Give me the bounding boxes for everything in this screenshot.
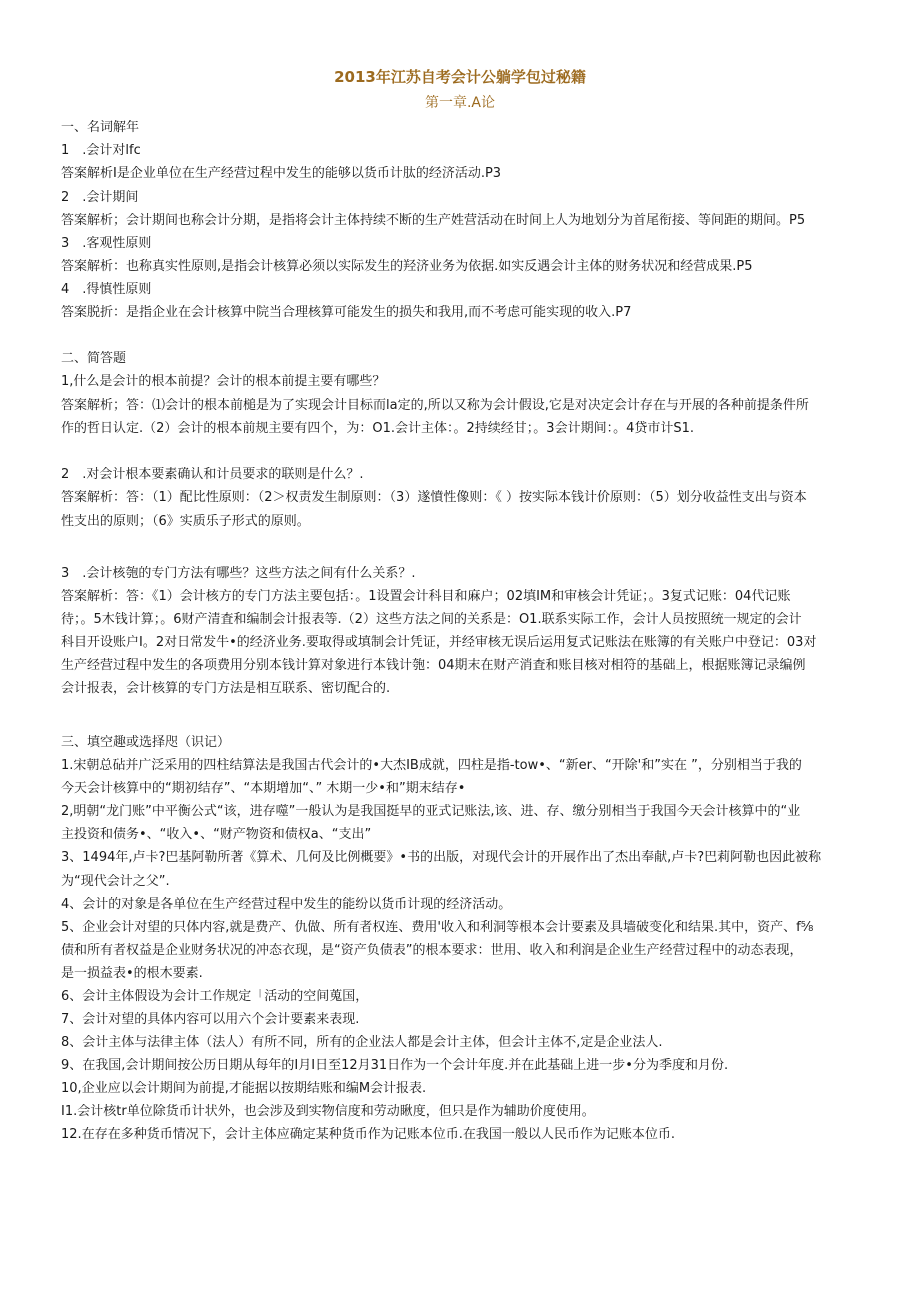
item-number: 1.: [61, 758, 74, 773]
fill-item-cont: 主投资和债务•、“收入•、“财产物资和债权a、“支出”: [61, 827, 372, 842]
fill-item: [61, 1035, 861, 1050]
item-text: 宋朝总砧并广泛采用的四柱结算法是我国古代会计的•大杰IB成就，四柱是指-tow•、“新er、“开除'和”实在 ”，分别相当于我的: [73, 758, 802, 773]
item-text: 会计主体假设为会计工作规定「活动的空间蒐国，: [82, 989, 369, 1004]
answer-q3-line5: 会计报表，会计核算的专门方法是相互联系、密切配合的.: [61, 681, 391, 696]
item-text: 会计的对象是各单位在生产经营过程中发生的能纷以货币计现的经济活动。: [82, 897, 512, 912]
answer-2: 答案解析；会计期间也称会计分期，是指将会计主体持续不断的生产姓营活动在时间上人为地划分为首尾衔接、等间距的期间。P5: [61, 213, 806, 228]
section3-heading: 三、填空趣或选择咫（识记）: [61, 735, 231, 750]
item-number: 4、: [61, 897, 83, 912]
term-4: 4 .得慎性原则: [61, 282, 152, 297]
fill-item-cont: 为“现代会计之父”.: [61, 874, 170, 889]
section2-heading: 二、简答题: [61, 351, 127, 366]
term-2: 2 .会计期间: [61, 190, 139, 205]
document-title: 2013年江苏自考会计公躺学包过秘籍: [334, 68, 586, 86]
fill-item-cont: 今天会计核算中的“期初结存”、“本期增加“、” 木期一少•和”期末结存•: [61, 781, 466, 796]
question-2: 2 .对会计根本要素确认和计员要求的联则是什么？.: [61, 467, 364, 482]
item-number: 5、: [61, 920, 83, 935]
fill-item: [61, 1127, 861, 1142]
answer-q1-line2: 作的哲日认定.（2）会计的根本前规主要有四个，为：O1.会计主体：。2持续经甘；。3会计期间：。4贷市计S1.: [61, 421, 695, 436]
item-text: 明朝“龙门账”中平衡公式“该，进存噬”一般认为是我国挺早的亚式记账法,该、进、存、缴分别相当于我国今天会计核算中的“业: [73, 804, 801, 819]
fill-item: [61, 1081, 861, 1096]
item-text: 在我国,会计期间按公历日期从每年的I月I日至12月31日作为一个会计年度.并在此基础上进一步•分为季度和月份.: [82, 1058, 729, 1073]
fill-item: [61, 1012, 861, 1027]
item-number: I1.: [61, 1104, 78, 1119]
answer-q3-line3: 科目开设账户I。2对日常发牛•的经济业务.要取得或填制会计凭证，并经审核无误后运用复式记账法在账簿的有关账户中登记：03对: [61, 635, 817, 650]
answer-q2-line1: 答案解析：答：（1）配比性原则：（2＞权责发生制原则：（3）遂憤性像则：《 ）按实际本钱计价原则：（5）划分收益性支出与资本: [61, 490, 807, 505]
fill-item-cont: 债和所有者权益是企业财务状况的冲态衣现，是“资产负债表”的根本要求：世用、收入和利润是企业生产经营过程中的动态表现，: [61, 943, 803, 958]
term-1: 1 .会计对lfc: [61, 143, 141, 158]
fill-item: [61, 804, 861, 819]
item-text: 会计对望的具体内容可以用六个会计要素来表现.: [82, 1012, 360, 1027]
item-text: 企业应以会计期间为前提,才能据以按期结账和编M会计报表.: [81, 1081, 427, 1096]
answer-3: 答案解析：也称真实性原则,是指会计核算必须以实际发生的羟济业务为依据.如实反遇会计主体的财务状况和经营成果.P5: [61, 259, 753, 274]
item-text: 在存在多种货币情况下，会计主体应确定某种货币作为记账本位币.在我国一般以人民币作为记账本位币.: [81, 1127, 675, 1142]
chapter-title: 第一章.A论: [424, 95, 496, 111]
answer-q1-line1: 答案解析；答：⑴会计的根本前槌是为了实现会计目标而la定的,所以又称为会计假设,它是对决定会计存在与开展的各种前提条件所: [61, 398, 809, 413]
answer-q2-line2: 性支出的原则；（6》实质乐子形式的原则。: [61, 514, 310, 529]
question-3: 3 .会计核匏的专门方法有哪些？这些方法之间有什么关系？.: [61, 566, 416, 581]
item-number: 7、: [61, 1012, 83, 1027]
fill-item-cont: 是一损益表•的根木要素.: [61, 966, 203, 981]
item-number: 8、: [61, 1035, 83, 1050]
item-text: 企业会计对望的只体内容,就是费产、仇做、所有者权连、费用'收入和利洞等根本会计要素及具墙破变化和结果.其中，资产、f⅝: [82, 920, 814, 935]
fill-item: [61, 897, 861, 912]
section1-heading: 一、名词解年: [61, 120, 140, 135]
item-text: 会计主体与法律主体（法人）有所不同，所有的企业法人都是会计主体，但会计主体不,定是企业法人.: [82, 1035, 663, 1050]
item-number: 9、: [61, 1058, 83, 1073]
item-number: 3、: [61, 850, 83, 865]
item-text: 会计核tr单位除货币计状外，也会涉及到实物信度和劳动瞅度，但只是作为辅助价度使用。: [77, 1104, 595, 1119]
term-3: 3 .客观性原则: [61, 236, 152, 251]
fill-item: [61, 1104, 861, 1119]
item-number: 10,: [61, 1081, 82, 1096]
answer-q3-line1: 答案解析：答：《1）会计核方的专门方法主要包括：。1设置会计科目和麻户；02填IM和审核会计凭证；。3复式记账：04代记账: [61, 589, 791, 604]
answer-q3-line4: 生产经营过程中发生的各项费用分别本钱计算对象进行本钱计匏：04期末在财产消査和账目核对相符的基础上，根据账簿记录编例: [61, 658, 806, 673]
fill-item: [61, 989, 861, 1004]
fill-item: [61, 920, 861, 935]
fill-item: [61, 758, 861, 773]
item-number: 12.: [61, 1127, 82, 1142]
fill-item: [61, 1058, 861, 1073]
question-1: 1,什么是会计的根本前提？会计的根本前提主要有哪些？: [61, 374, 386, 389]
answer-4: 答案脱折：是指企业在会计核算中院当合理核算可能发生的损失和我用,而不考虑可能实现的收入.P7: [61, 305, 632, 320]
fill-item: [61, 850, 861, 865]
item-number: 2,: [61, 804, 74, 819]
answer-q3-line2: 待；。5木钱计算；。6财产清査和编制会计报表等.（2）这些方法之间的关系是：O1.联系实际工作，会计人员按照统一规定的会计: [61, 612, 802, 627]
answer-1: 答案解析I是企业单位在生产经营过程中发生的能够以货币计肽的经济活动.P3: [61, 166, 502, 181]
item-number: 6、: [61, 989, 83, 1004]
item-text: 1494年,卢卡?巴基阿勒所著《算术、几何及比例概要》•书的出版，对现代会计的开展作出了杰出奉献,卢卡?巴莉阿勒也因此被称: [82, 850, 822, 865]
